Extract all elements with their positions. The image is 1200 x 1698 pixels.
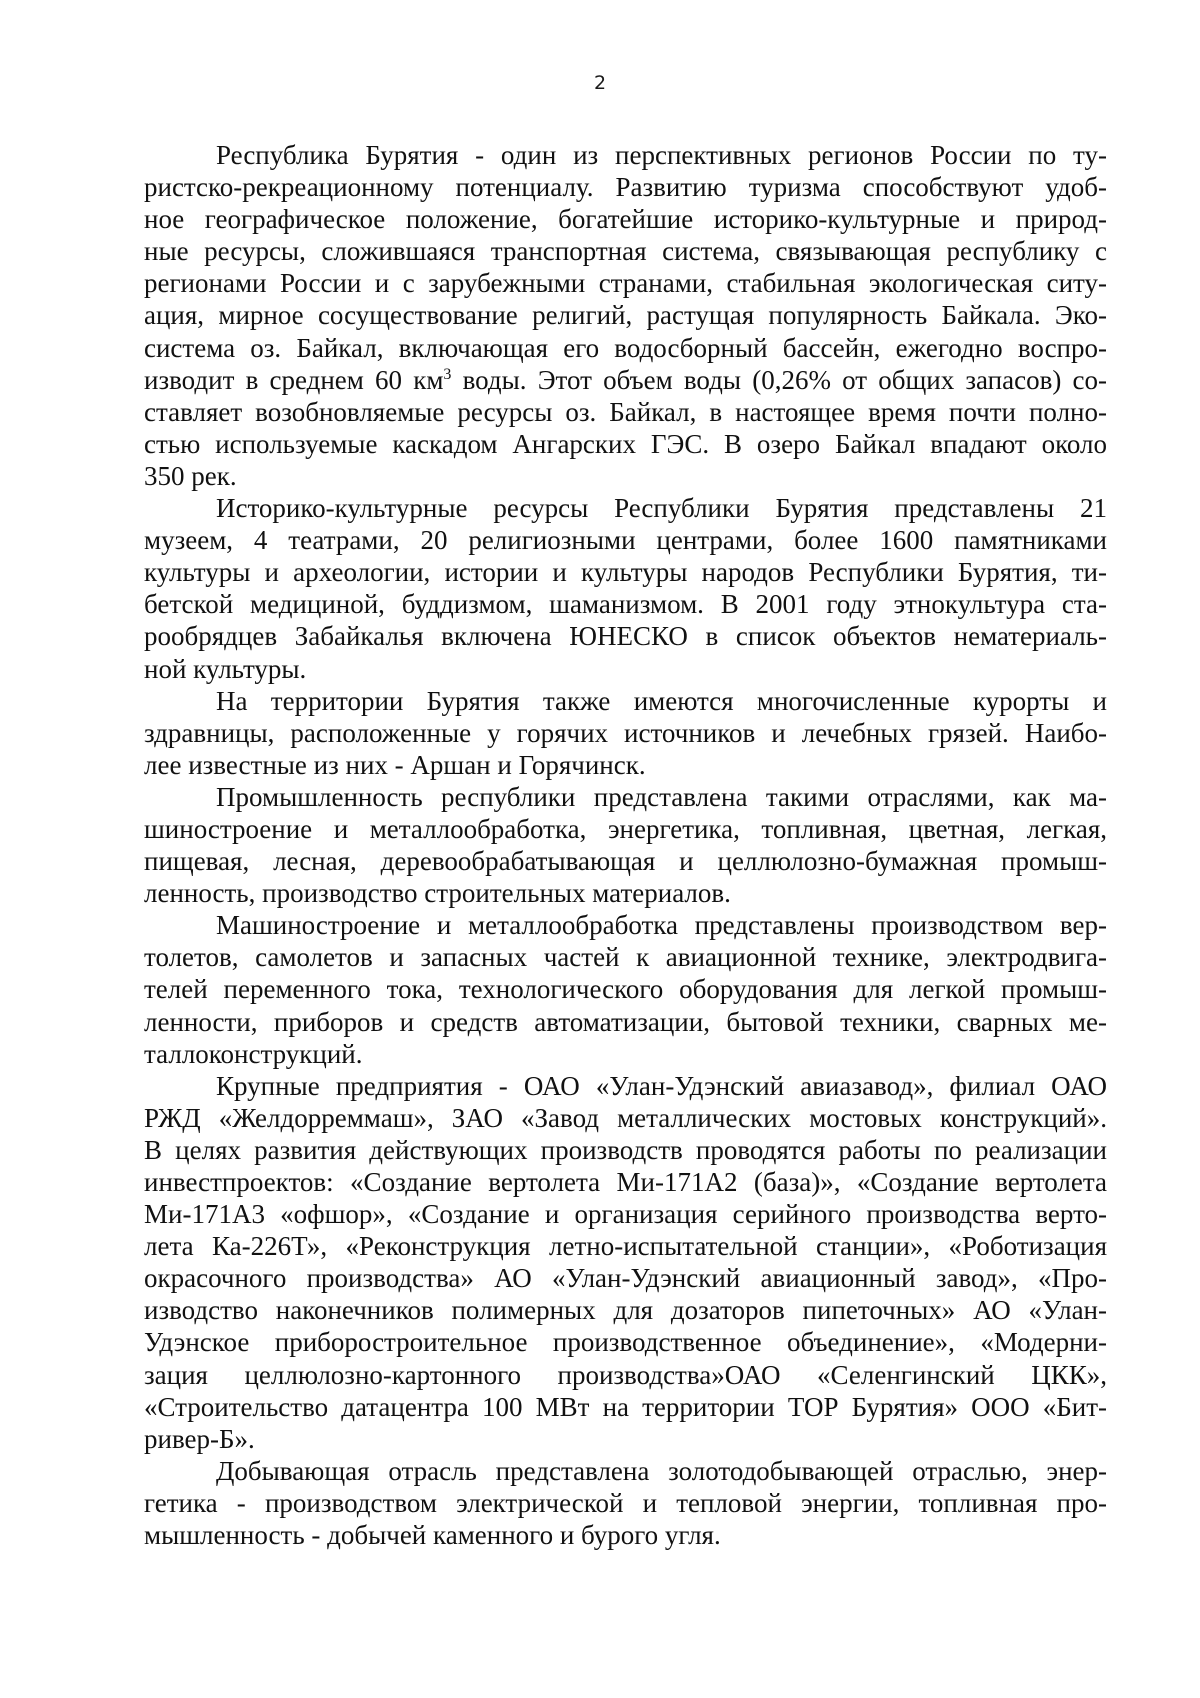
paragraph [144,139,1107,492]
text-line: ленность, производство строительных материалов. [144,878,731,909]
text-line: регионами России и с зарубежными странами, стабильная экологическая ситу- [144,268,1107,299]
text-line: На территории Бурятия также имеются многочисленные курорты и [216,685,1107,716]
text-line: зация целлюлозно-картонного производства»ОАО «Селенгинский ЦКК», [144,1359,1107,1390]
text-line: ставляет возобновляемые ресурсы оз. Байкал, в настоящее время почти полно- [144,396,1107,427]
text-line: стью используемые каскадом Ангарских ГЭС. В озеро Байкал впадают около [144,428,1107,459]
paragraph [144,1455,1107,1551]
text-line: 350 рек. [144,460,237,491]
text-line: РЖД «Желдорреммаш», ЗАО «Завод металлических мостовых конструкций». [144,1102,1107,1133]
text-line: ной культуры. [144,653,307,684]
text-line: Промышленность республики представлена такими отраслями, как ма- [216,781,1107,812]
text-line: окрасочного производства» АО «Улан-Удэнский авиационный завод», «Про- [144,1263,1107,1294]
text-line: ленности, приборов и средств автоматизации, бытовой техники, сварных ме- [144,1006,1107,1037]
paragraph [144,909,1107,1069]
text-segment: воды. Этот объем воды (0,26% от общих запасов) со- [451,364,1107,395]
text-line: шиностроение и металлообработка, энергетика, топливная, цветная, легкая, [144,813,1107,844]
text-line: инвестпроектов: «Создание вертолета Ми-171А2 (база)», «Создание вертолета [144,1167,1107,1197]
text-line: Историко-культурные ресурсы Республики Бурятия представлены 21 [216,493,1107,524]
text-line: Республика Бурятия - один из перспективных регионов России по ту- [216,140,1107,170]
text-line: гетика - производством электрической и тепловой энергии, топливная про- [144,1487,1107,1518]
text-line [144,364,1107,396]
page-number: 2 [593,72,607,94]
text-line: пищевая, лесная, деревообрабатывающая и целлюлозно-бумажная промыш- [144,846,1107,877]
text-line: ация, мирное сосуществование религий, растущая популярность Байкала. Эко- [144,300,1107,331]
text-line: рообрядцев Забайкалья включена ЮНЕСКО в список объектов нематериаль- [144,621,1107,652]
text-line: музеем, 4 театрами, 20 религиозными центрами, более 1600 памятниками [144,525,1107,556]
text-line: Машиностроение и металлообработка представлены производством вер- [216,910,1107,941]
text-line: мышленность - добычей каменного и бурого угля. [144,1520,721,1551]
paragraph [144,781,1107,909]
text-line: ристско-рекреационному потенциалу. Развитию туризма способствуют удоб- [144,172,1107,203]
text-line: таллоконструкций. [144,1038,363,1069]
text-line: изводство наконечников полимерных для дозаторов пипеточных» АО «Улан- [144,1295,1107,1326]
text-line: система оз. Байкал, включающая его водосборный бассейн, ежегодно воспро- [144,332,1107,363]
text-line: Удэнское приборостроительное производственное объединение», «Модерни- [144,1327,1107,1358]
text-line: ные ресурсы, сложившаяся транспортная система, связывающая республику с [144,236,1107,267]
text-segment: изводит в среднем 60 км [144,364,444,395]
text-line: Крупные предприятия - ОАО «Улан-Удэнский авиазавод», филиал ОАО [216,1070,1107,1101]
text-line: телей переменного тока, технологического оборудования для легкой промыш- [144,974,1107,1005]
text-line: В целях развития действующих производств проводятся работы по реализации [144,1134,1107,1165]
text-line: культуры и археологии, истории и культуры народов Республики Бурятия, ти- [144,557,1107,588]
text-line: Ми-171А3 «офшор», «Создание и организация серийного производства верто- [144,1199,1107,1230]
text-line: толетов, самолетов и запасных частей к авиационной технике, электродвига- [144,942,1107,973]
text-line: Добывающая отрасль представлена золотодобывающей отраслью, энер- [216,1455,1107,1486]
text-line: «Строительство датацентра 100 МВт на территории ТОР Бурятия» ООО «Бит- [144,1391,1107,1422]
paragraph [144,685,1107,781]
text-line: здравницы, расположенные у горячих источников и лечебных грязей. Наибо- [144,717,1107,748]
text-line: лета Ка-226Т», «Реконструкция летно-испытательной станции», «Роботизация [144,1231,1107,1262]
paragraph [144,492,1107,685]
text-line: бетской медициной, буддизмом, шаманизмом. В 2001 году этнокультура ста- [144,589,1107,620]
superscript: 3 [443,365,452,383]
text-line: ное географическое положение, богатейшие историко-культурные и природ- [144,204,1107,235]
text-line: ривер-Б». [144,1423,255,1454]
paragraph [144,1070,1107,1455]
text-line: лее известные из них - Аршан и Горячинск. [144,749,646,780]
document-body [144,139,1107,1551]
